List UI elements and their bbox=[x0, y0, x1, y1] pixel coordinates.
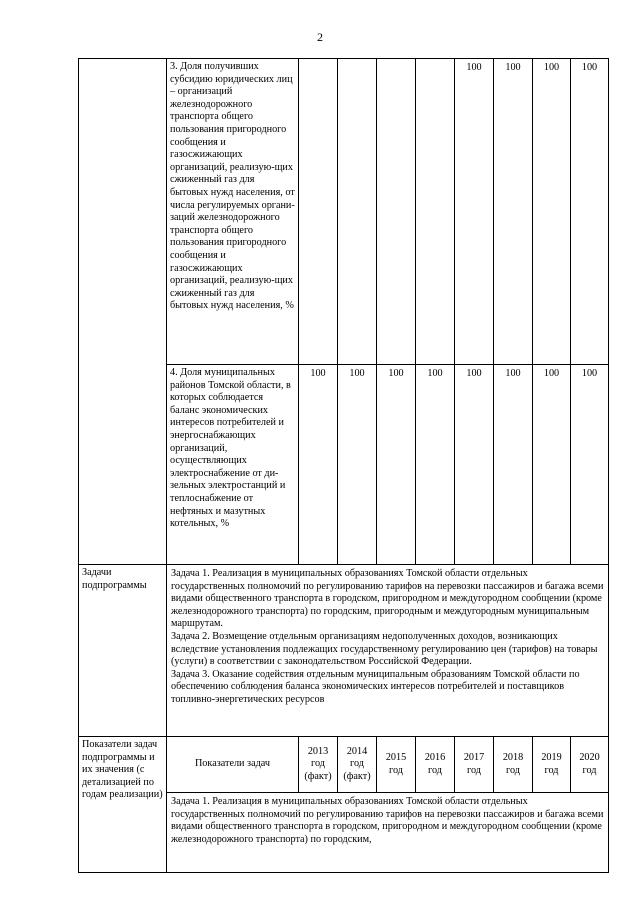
task-1-text: Задача 1. Реализация в муниципальных образованиях Томской области отдельных государственных полномочий по регулированию тарифов на перевозки пассажиров и багажа всеми видами общественного транспорта в городском, пригородном и междугородном сообщении (кроме железнодорожного транспорта) по городским, пригородным и междугородным муниципальным маршрутам. bbox=[171, 568, 604, 630]
empty-label-cell bbox=[79, 59, 167, 565]
tasks-content bbox=[167, 565, 609, 737]
indicator-3-label: 3. Доля получивших субсидию юридических лиц – организаций железнодорожного транспорта общего пользования пригородного сообщения и газосжижающих организаций, реализую-щих сжиженный газ для бытовых нужд населения, от числа регулируемых органи-заций железнодорожного транспорта общего пользования пригородного сообщения и газосжижающих организаций, реализую-щих сжиженный газ для бытовых нужд населения, % bbox=[167, 59, 299, 365]
year-2017-header: 2017 год bbox=[455, 737, 494, 793]
year-2016-header: 2016 год bbox=[416, 737, 455, 793]
indicator-4-value-2020: 100 bbox=[571, 365, 609, 565]
task-2-text: Задача 2. Возмещение отдельным организациям недополученных доходов, возникающих вследствие установления подлежащих государственному регулированию цен (тарифов) на товары (услуги) в соответствии с законодательством Российской Федерации. bbox=[171, 630, 598, 668]
indicator-4-value-2017: 100 bbox=[455, 365, 494, 565]
indicator-4-value-2019: 100 bbox=[533, 365, 571, 565]
task-3-text: Задача 3. Оказание содействия отдельным муниципальным образованиям Томской области по обеспечению соблюдения баланса экономических интересов потребителей и поставщиков топливно-энергетических ресурсов bbox=[171, 668, 580, 705]
indicator-4-value-2013: 100 bbox=[299, 365, 338, 565]
indicator-3-value-2014 bbox=[338, 59, 377, 365]
tasks-label: Задачи подпрограммы bbox=[79, 565, 167, 737]
indicator-4-value-2018: 100 bbox=[494, 365, 533, 565]
year-2015-header: 2015 год bbox=[377, 737, 416, 793]
indicators-label: Показатели задач подпрограммы и их значения (с детализацией по годам реализации) bbox=[79, 737, 167, 873]
indicator-4-value-2014: 100 bbox=[338, 365, 377, 565]
indicator-4-value-2016: 100 bbox=[416, 365, 455, 565]
indicators-task-1-text: Задача 1. Реализация в муниципальных образованиях Томской области отдельных государственных полномочий по регулированию тарифов на перевозки пассажиров и багажа всеми видами общественного транспорта в городском, пригородном и междугородном сообщении (кроме железнодорожного транспорта) по городским, bbox=[167, 793, 609, 873]
page-number: 2 bbox=[317, 30, 323, 44]
year-2018-header: 2018 год bbox=[494, 737, 533, 793]
indicators-header-label: Показатели задач bbox=[167, 737, 299, 793]
indicator-row-3 bbox=[79, 59, 609, 365]
indicator-3-value-2019: 100 bbox=[533, 59, 571, 365]
indicator-3-value-2015 bbox=[377, 59, 416, 365]
year-2014-header: 2014 год (факт) bbox=[338, 737, 377, 793]
indicator-3-value-2013 bbox=[299, 59, 338, 365]
indicator-3-value-2017: 100 bbox=[455, 59, 494, 365]
indicator-4-label: 4. Доля муниципальных районов Томской области, в которых соблюдается баланс экономических интересов потребителей и энергоснабжающих организаций, осуществляющих электроснабжение от ди-зельных электростанций и теплоснабжение от нефтяных и мазутных котельных, % bbox=[167, 365, 299, 565]
indicator-4-value-2015: 100 bbox=[377, 365, 416, 565]
tasks-row bbox=[79, 565, 609, 737]
indicators-header-row bbox=[79, 737, 609, 793]
subprogram-passport-table bbox=[78, 58, 609, 873]
year-2020-header: 2020 год bbox=[571, 737, 609, 793]
indicator-3-value-2020: 100 bbox=[571, 59, 609, 365]
year-2013-header: 2013 год (факт) bbox=[299, 737, 338, 793]
indicator-3-value-2016 bbox=[416, 59, 455, 365]
year-2019-header: 2019 год bbox=[533, 737, 571, 793]
indicator-3-value-2018: 100 bbox=[494, 59, 533, 365]
